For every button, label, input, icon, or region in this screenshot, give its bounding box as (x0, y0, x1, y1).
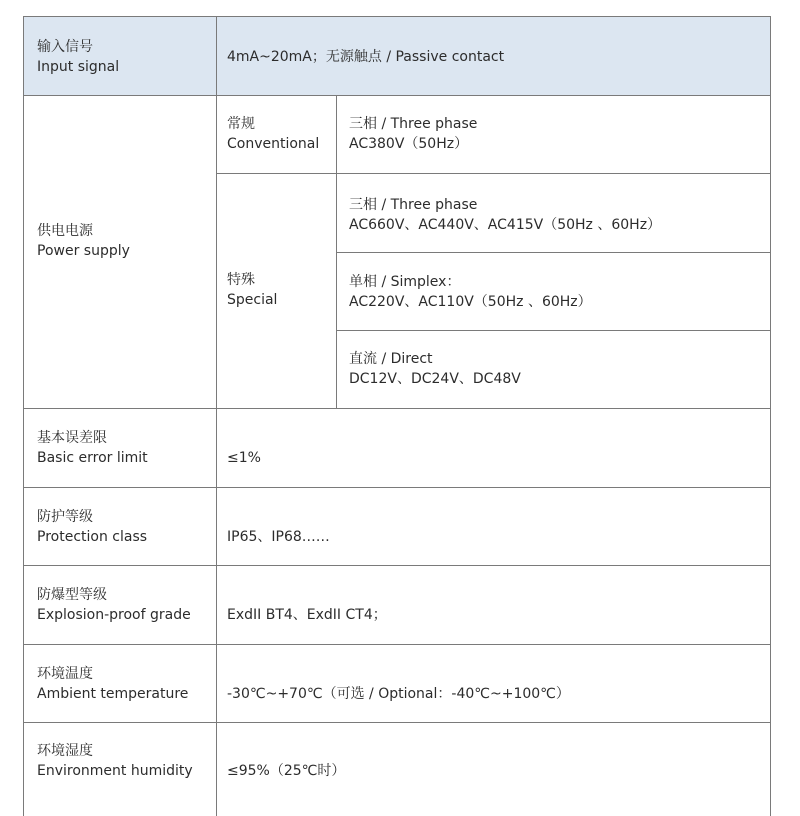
power-special-three-phase: 三相 / Three phase AC660V、AC440V、AC415V（50Hz 、60Hz） (349, 197, 662, 233)
grid-line-after-conventional (216, 173, 771, 174)
grid-line-label-divider (216, 16, 217, 816)
power-special-direct: 直流 / Direct DC12V、DC24V、DC48V (349, 351, 521, 387)
ambient-temperature-label: 环境温度 Ambient temperature (37, 666, 189, 702)
power-conventional-value: 三相 / Three phase AC380V（50Hz） (349, 116, 478, 152)
grid-line-after-input (23, 95, 771, 96)
power-special-simplex: 单相 / Simplex： AC220V、AC110V（50Hz 、60Hz） (349, 274, 592, 310)
grid-line-group-divider (336, 95, 337, 408)
input-signal-value: 4mA~20mA；无源触点 / Passive contact (227, 49, 505, 65)
grid-line-left (23, 16, 24, 816)
explosion-grade-label: 防爆型等级 Explosion-proof grade (37, 587, 191, 623)
protection-class-label: 防护等级 Protection class (37, 509, 148, 545)
grid-line-top (23, 16, 771, 17)
grid-line-after-temperature (23, 722, 771, 723)
power-special-label: 特殊 Special (227, 272, 278, 308)
grid-line-after-error (23, 487, 771, 488)
protection-class-value: IP65、IP68…… (227, 529, 330, 545)
explosion-grade-value: ExdII BT4、ExdII CT4； (227, 607, 387, 623)
grid-line-after-power (23, 408, 771, 409)
input-signal-label: 输入信号 Input signal (37, 39, 120, 75)
grid-line-right (770, 16, 771, 816)
basic-error-label: 基本误差限 Basic error limit (37, 430, 148, 466)
environment-humidity-value: ≤95%（25℃时） (227, 763, 346, 779)
grid-line-after-explosion (23, 644, 771, 645)
grid-line-after-three-phase (336, 252, 771, 253)
grid-line-after-simplex (336, 330, 771, 331)
grid-line-after-protection (23, 565, 771, 566)
power-supply-label: 供电电源 Power supply (37, 223, 130, 259)
basic-error-value: ≤1% (227, 450, 261, 466)
spec-table (23, 16, 771, 816)
environment-humidity-label: 环境湿度 Environment humidity (37, 743, 193, 779)
ambient-temperature-value: -30℃~+70℃（可选 / Optional：-40℃~+100℃） (227, 686, 570, 702)
power-conventional-label: 常规 Conventional (227, 116, 320, 152)
